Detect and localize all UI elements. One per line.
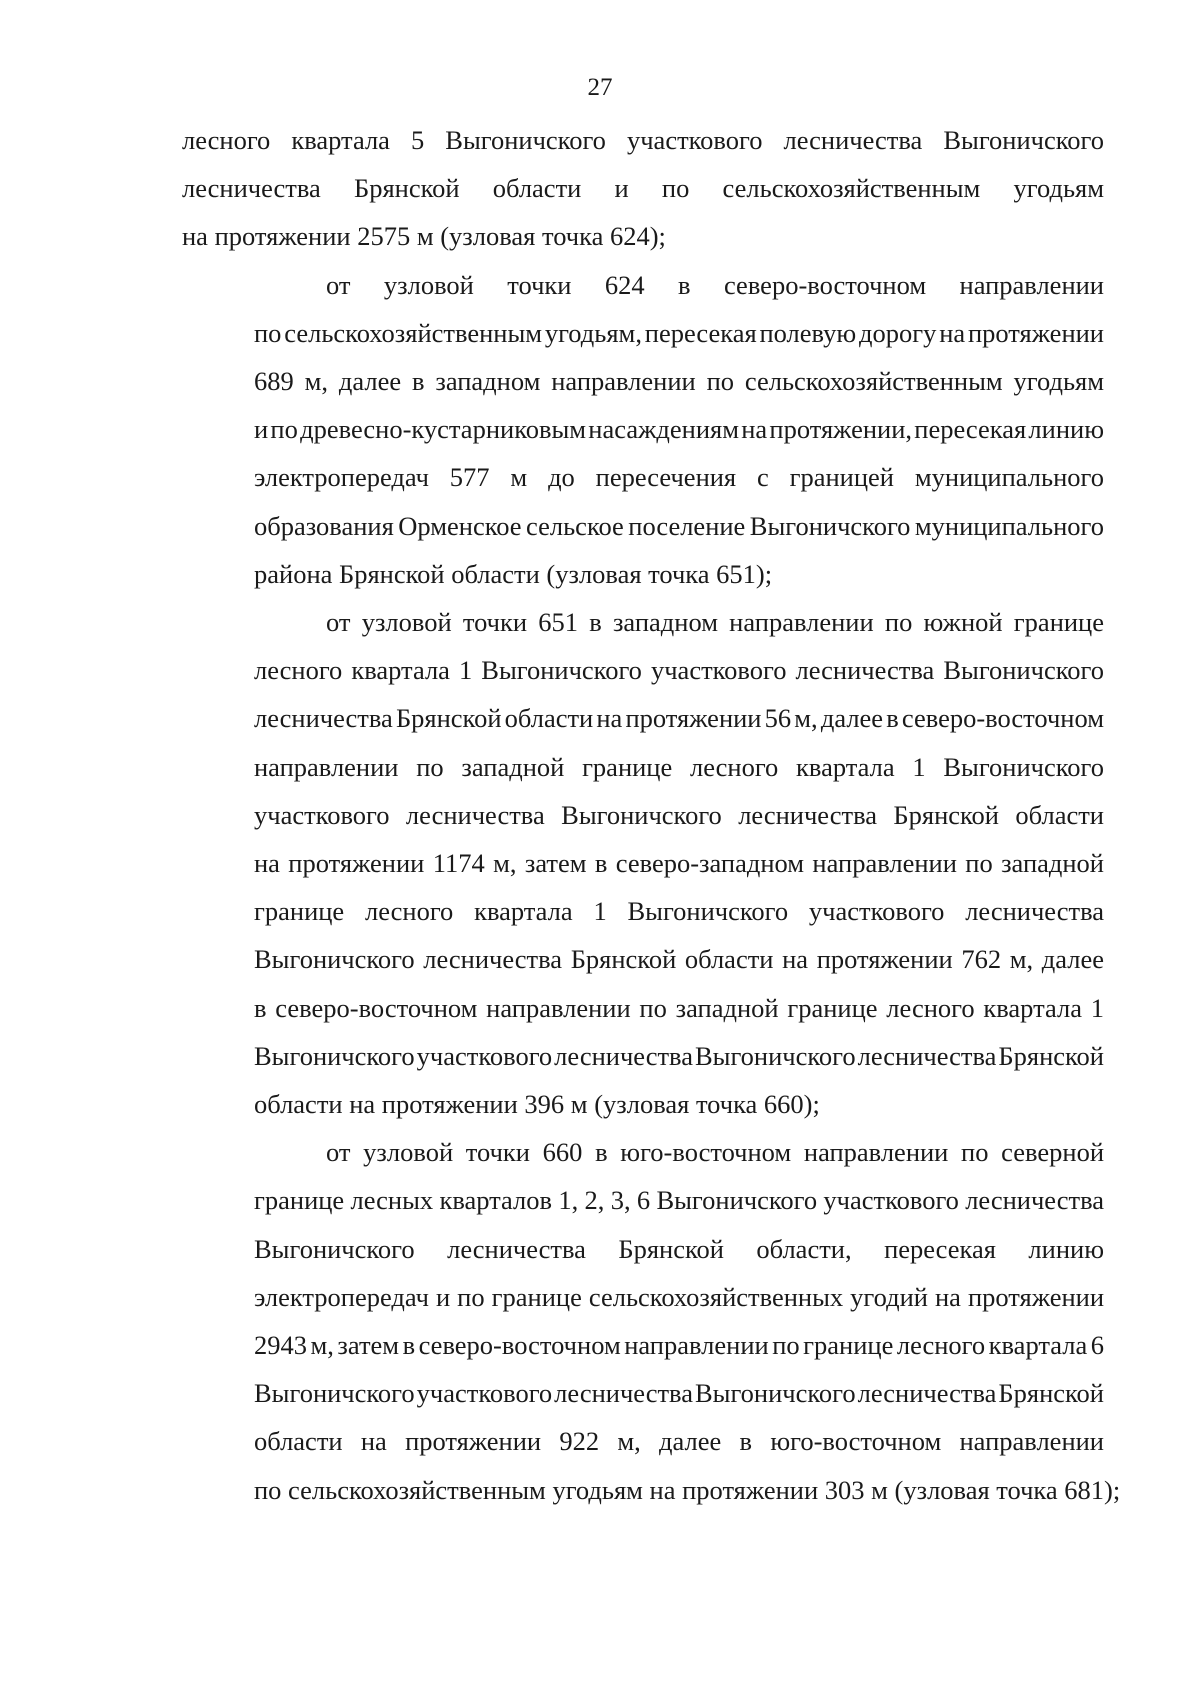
text-line: лесничества Брянской области на протяжении 56 м, далее в северо-восточном	[254, 703, 1104, 734]
text-line: и по древесно-кустарниковым насаждениям на протяжении, пересекая линию	[254, 414, 1104, 445]
paragraph	[182, 598, 1104, 1128]
text-line: от узловой точки 651 в западном направлении по южной границе	[326, 607, 1104, 638]
page-number: 27	[587, 74, 613, 101]
text-line: Выгоничского лесничества Брянской области на протяжении 762 м, далее	[254, 944, 1104, 975]
document-body	[182, 116, 1121, 1514]
text-line: области на протяжении 922 м, далее в юго-восточном направлении	[254, 1426, 1104, 1457]
text-line: границе лесных кварталов 1, 2, 3, 6 Выгоничского участкового лесничества	[254, 1185, 1104, 1216]
text-line: электропередач 577 м до пересечения с границей муниципального	[254, 462, 1104, 493]
text-line: Выгоничского лесничества Брянской области, пересекая линию	[254, 1233, 1104, 1264]
text-line: 2943 м, затем в северо-восточном направлении по границе лесного квартала 6	[254, 1330, 1104, 1361]
text-line: лесничества Брянской области и по сельскохозяйственным угодьям	[182, 173, 1104, 204]
text-line: Выгоничского участкового лесничества Выгоничского лесничества Брянской	[254, 1378, 1104, 1409]
text-line: области на протяжении 396 м (узловая точка 660);	[254, 1089, 820, 1120]
text-line: по сельскохозяйственным угодьям, пересекая полевую дорогу на протяжении	[254, 317, 1104, 348]
text-line: от узловой точки 624 в северо-восточном направлении	[326, 269, 1104, 300]
text-line: лесного квартала 1 Выгоничского участкового лесничества Выгоничского	[254, 655, 1104, 686]
text-line: границе лесного квартала 1 Выгоничского участкового лесничества	[254, 896, 1104, 927]
text-line: направлении по западной границе лесного квартала 1 Выгоничского	[254, 751, 1104, 782]
text-line: лесного квартала 5 Выгоничского участкового лесничества Выгоничского	[182, 125, 1104, 155]
text-line: участкового лесничества Выгоничского лесничества Брянской области	[254, 799, 1104, 830]
text-line: на протяжении 1174 м, затем в северо-западном направлении по западной	[254, 848, 1104, 879]
text-line: Выгоничского участкового лесничества Выгоничского лесничества Брянской	[254, 1040, 1104, 1071]
text-line: от узловой точки 660 в юго-восточном направлении по северной	[326, 1137, 1104, 1168]
text-line: на протяжении 2575 м (узловая точка 624);	[182, 221, 666, 252]
text-line: образования Орменское сельское поселение Выгоничского муниципального	[254, 510, 1104, 541]
text-line: района Брянской области (узловая точка 651);	[254, 558, 773, 589]
text-line: 689 м, далее в западном направлении по сельскохозяйственным угодьям	[254, 366, 1104, 397]
paragraph	[182, 261, 1104, 598]
paragraph	[182, 1128, 1121, 1514]
text-line: электропередач и по границе сельскохозяйственных угодий на протяжении	[254, 1281, 1104, 1312]
paragraph	[182, 116, 1104, 261]
text-line: по сельскохозяйственным угодьям на протяжении 303 м (узловая точка 681);	[254, 1474, 1121, 1505]
text-line: в северо-восточном направлении по западной границе лесного квартала 1	[254, 992, 1104, 1023]
